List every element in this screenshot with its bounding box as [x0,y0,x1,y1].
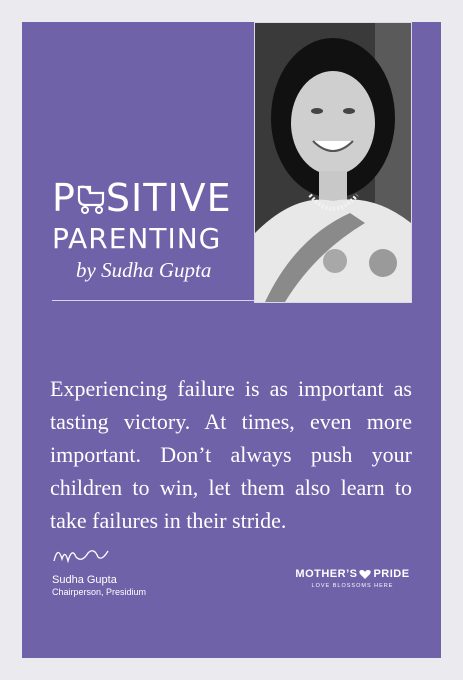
brand-word-1: MOTHER’S [295,568,358,580]
byline: by Sudha Gupta [76,258,212,282]
signatory-role: Chairperson, Presidium [52,587,147,597]
baby-pram-icon [76,181,106,215]
series-title [52,178,247,283]
portrait-illustration [255,23,411,302]
handwritten-signature [52,543,112,567]
portrait-photo [254,22,412,303]
heart-icon [359,569,371,580]
divider [52,300,254,301]
title-line-2: PARENTING [52,222,222,255]
signatory-name: Sudha Gupta [52,574,117,586]
brand-logo [290,568,415,589]
title-word-rest: SITIVE [105,176,232,220]
title-letter-p: P [52,176,76,220]
signature-block [52,543,146,597]
brand-word-2: PRIDE [373,568,410,580]
brand-tagline: LOVE BLOSSOMS HERE [311,583,394,589]
quote-text: Experiencing failure is as important as tasting victory. At times, even more important. Don’t always push your children to win, let them also learn to take failures in their stride. [50,376,412,533]
